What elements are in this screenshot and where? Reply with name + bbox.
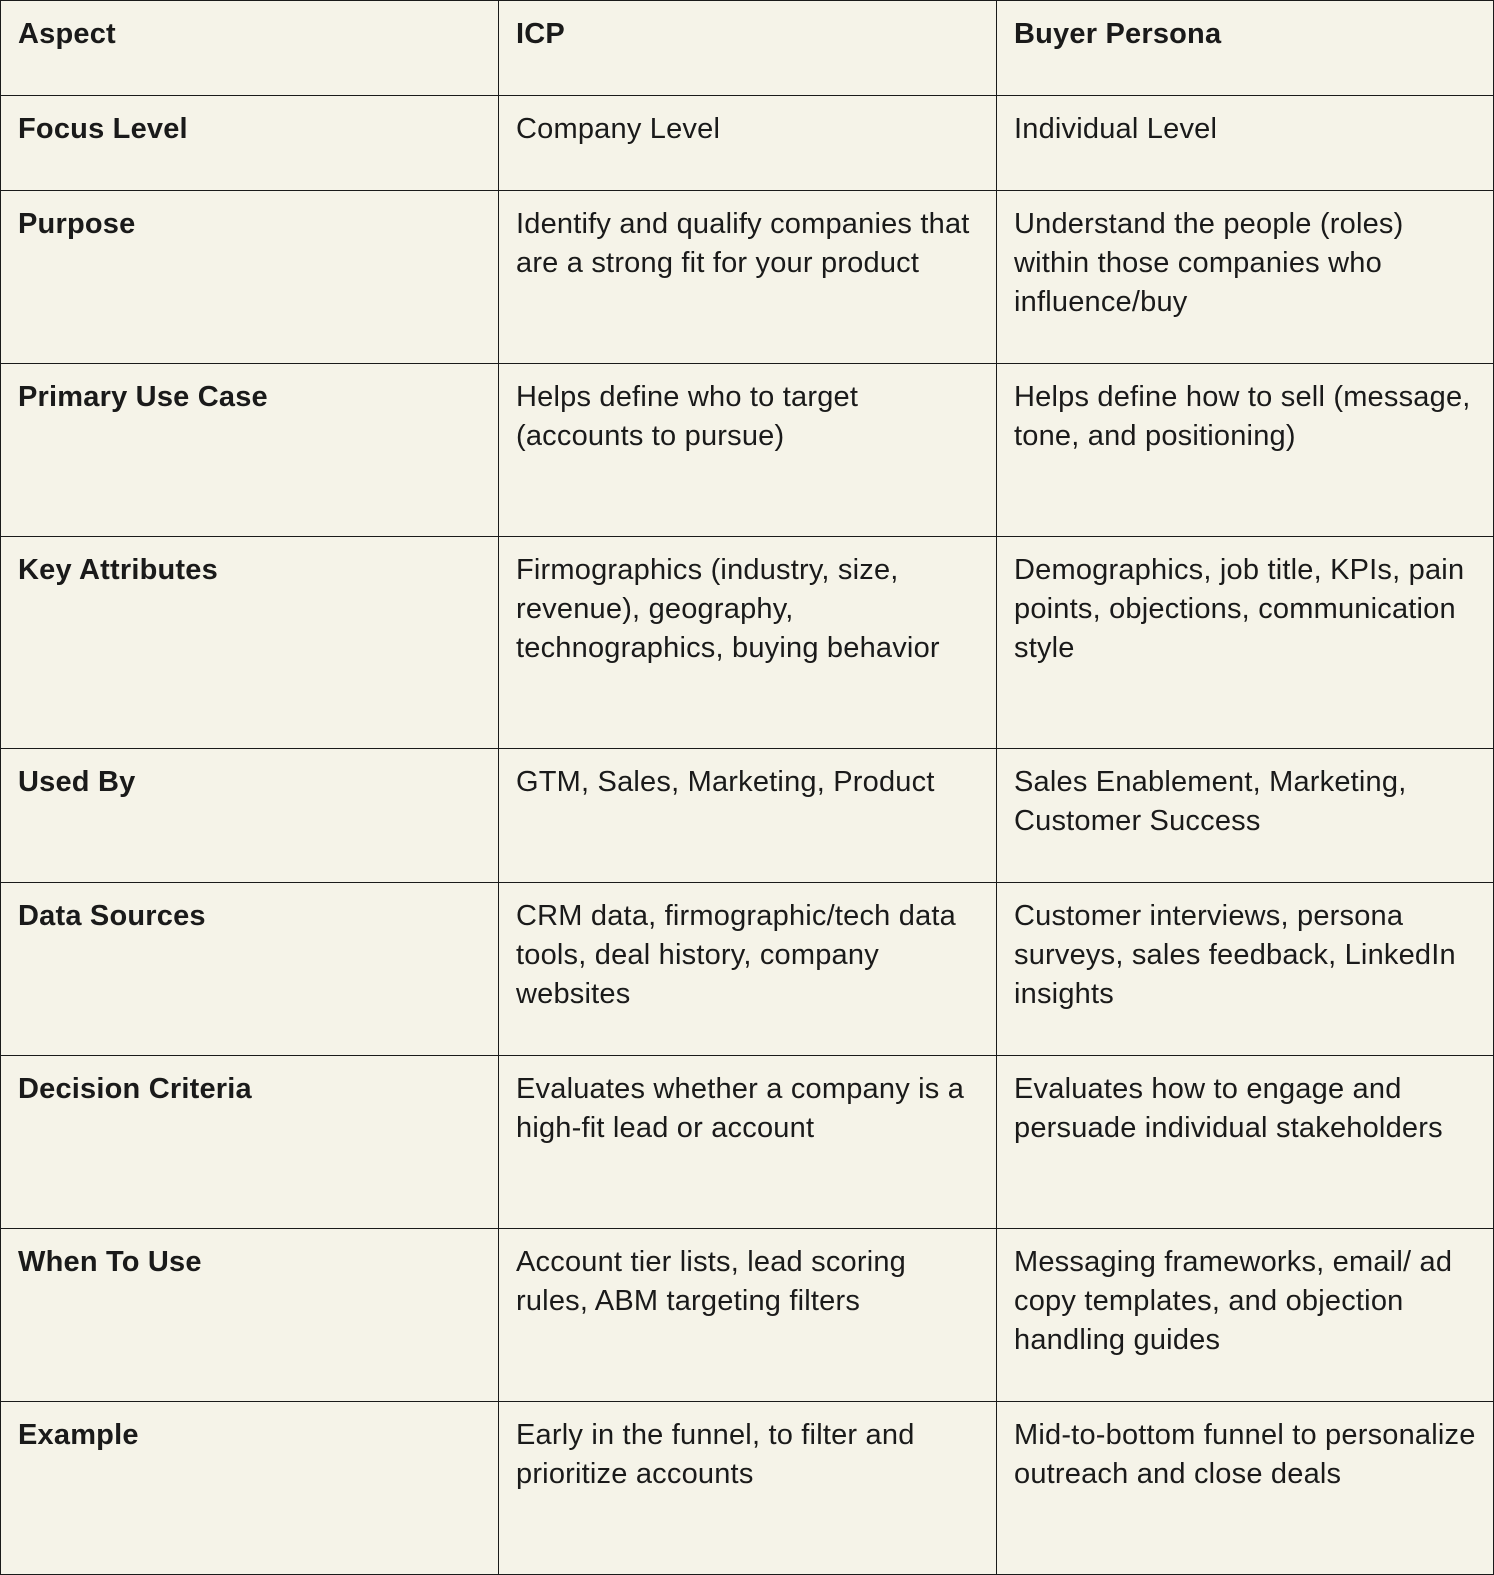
table-row bbox=[1, 191, 1494, 364]
header-buyer-persona: Buyer Persona bbox=[997, 1, 1494, 96]
row-persona: Messaging frameworks, email/ ad copy templates, and objection handling guides bbox=[997, 1229, 1494, 1402]
table-header-row bbox=[1, 1, 1494, 96]
row-persona: Sales Enablement, Marketing, Customer Success bbox=[997, 749, 1494, 883]
table-row bbox=[1, 1402, 1494, 1575]
row-icp: CRM data, firmographic/tech data tools, deal history, company websites bbox=[499, 883, 997, 1056]
table-row bbox=[1, 1056, 1494, 1229]
table-row bbox=[1, 749, 1494, 883]
row-icp: Helps define who to target (accounts to pursue) bbox=[499, 364, 997, 537]
row-aspect: Example bbox=[1, 1402, 499, 1575]
table-row bbox=[1, 883, 1494, 1056]
row-icp: Firmographics (industry, size, revenue), geography, technographics, buying behavior bbox=[499, 537, 997, 749]
row-persona: Demographics, job title, KPIs, pain points, objections, communication style bbox=[997, 537, 1494, 749]
row-icp: Evaluates whether a company is a high-fit lead or account bbox=[499, 1056, 997, 1229]
table-row bbox=[1, 1229, 1494, 1402]
row-icp: Account tier lists, lead scoring rules, ABM targeting filters bbox=[499, 1229, 997, 1402]
row-aspect: Data Sources bbox=[1, 883, 499, 1056]
row-aspect: Key Attributes bbox=[1, 537, 499, 749]
row-icp: GTM, Sales, Marketing, Product bbox=[499, 749, 997, 883]
table-row bbox=[1, 96, 1494, 191]
row-persona: Helps define how to sell (message, tone, and positioning) bbox=[997, 364, 1494, 537]
header-aspect: Aspect bbox=[1, 1, 499, 96]
row-persona: Evaluates how to engage and persuade individual stakeholders bbox=[997, 1056, 1494, 1229]
row-aspect: Primary Use Case bbox=[1, 364, 499, 537]
row-aspect: Focus Level bbox=[1, 96, 499, 191]
row-aspect: When To Use bbox=[1, 1229, 499, 1402]
header-icp: ICP bbox=[499, 1, 997, 96]
row-persona: Mid-to-bottom funnel to personalize outreach and close deals bbox=[997, 1402, 1494, 1575]
row-icp: Company Level bbox=[499, 96, 997, 191]
row-persona: Understand the people (roles) within those companies who influence/buy bbox=[997, 191, 1494, 364]
row-aspect: Decision Criteria bbox=[1, 1056, 499, 1229]
row-aspect: Used By bbox=[1, 749, 499, 883]
row-icp: Early in the funnel, to filter and prioritize accounts bbox=[499, 1402, 997, 1575]
row-aspect: Purpose bbox=[1, 191, 499, 364]
table-row bbox=[1, 364, 1494, 537]
row-persona: Individual Level bbox=[997, 96, 1494, 191]
table-row bbox=[1, 537, 1494, 749]
row-icp: Identify and qualify companies that are a strong fit for your product bbox=[499, 191, 997, 364]
row-persona: Customer interviews, persona surveys, sales feedback, LinkedIn insights bbox=[997, 883, 1494, 1056]
